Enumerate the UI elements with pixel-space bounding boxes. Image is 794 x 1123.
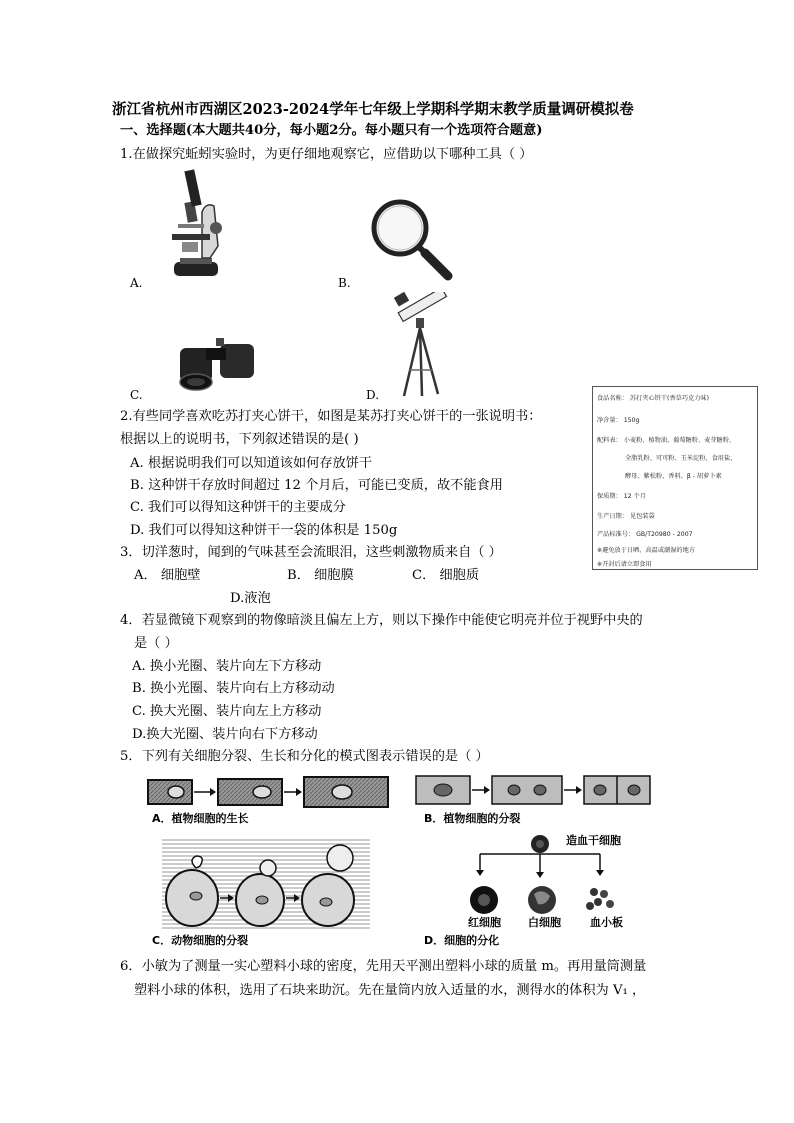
q1-option-d-label: D. [366,388,380,402]
q2-option-a: A. 根据说明我们可以知道该如何存放饼干 [130,456,373,471]
animal-cell-division-diagram [162,838,370,930]
telescope-icon [394,292,448,398]
caption-d: D．细胞的分化 [424,934,500,947]
q6-line-1: 6．小敏为了测量一实心塑料小球的密度，先用天平测出塑料小球的质量 m。再用量筒测量 [120,959,647,974]
label-shelf-life: 保质期： 12 个月 [597,493,646,500]
q2-option-c: C. 我们可以得知这种饼干的主要成分 [130,500,346,515]
q4-option-c: C. 换大光圈、装片向左上方移动 [132,704,322,719]
label-date: 生产日期： 见包装袋 [597,513,655,520]
label-standard: 产品标准号： GB/T20980 - 2007 [597,531,693,538]
magnifying-glass-icon [368,196,454,284]
q6-line-2: 塑料小球的体积，选用了石块来助沉。先在量筒内放入适量的水，测得水的体积为 V₁ ， [134,983,646,998]
label-note-2: ※开封后请立即食用 [597,561,652,568]
q1-option-a-label: A. [130,276,143,290]
q4-stem-2: 是（ ） [134,636,178,651]
label-red-blood-cell: 红细胞 [468,916,501,929]
q3-option-d: D.液泡 [230,591,271,606]
section-heading: 一、选择题(本大题共40分，每小题2分。每小题只有一个选项符合题意) [120,123,543,138]
q1-stem: 1.在做探究蚯蚓实验时，为更仔细地观察它，应借助以下哪种工具（ ） [120,147,533,162]
label-ingredients-2: 全脂乳粉、可可粉、玉米淀粉、食用盐、 [625,455,737,462]
microscope-icon [158,166,232,282]
binoculars-icon [172,334,262,392]
q4-option-b: B. 换小光圈、装片向右上方移动动 [132,681,335,696]
biscuit-label [592,386,758,570]
page-title: 浙江省杭州市西湖区2023-2024学年七年级上学期科学期末教学质量调研模拟卷 [112,101,634,118]
q4-option-a: A. 换小光圈、装片向左下方移动 [132,659,322,674]
label-name: 食品名称： 苏打夹心饼干(香草巧克力味) [597,395,709,402]
label-ingredients-3: 酵母、紫松粉、香料、β - 胡萝卜素 [625,473,722,480]
label-white-blood-cell: 白细胞 [528,916,561,929]
label-net: 净含量： 150g [597,417,640,424]
q2-stem-1: 2.有些同学喜欢吃苏打夹心饼干，如图是某苏打夹心饼干的一张说明书： [120,409,542,424]
plant-cell-growth-diagram [146,774,391,808]
q2-option-d: D. 我们可以得知这种饼干一袋的体积是 150g [130,523,398,538]
q3-option-b: B． 细胞膜 [287,568,354,583]
q4-option-d: D.换大光圈、装片向右下方移动 [132,727,318,742]
label-stem-cell: 造血干细胞 [566,834,621,847]
q5-stem: 5．下列有关细胞分裂、生长和分化的模式图表示错误的是（ ） [120,749,489,764]
q4-stem-1: 4．若显微镜下观察到的物像暗淡且偏左上方，则以下操作中能使它明亮并位于视野中央的 [120,613,643,628]
caption-c: C．动物细胞的分裂 [152,934,249,947]
label-note-1: ※避免放于日晒、高温或潮湿的地方 [597,547,695,554]
plant-cell-division-diagram [414,772,652,806]
q2-option-b: B. 这种饼干存放时间超过 12 个月后，可能已变质，故不能食用 [130,478,503,493]
q3-option-a: A． 细胞壁 [134,568,201,583]
q1-option-b-label: B. [338,276,351,290]
label-platelet: 血小板 [590,916,623,929]
q3-stem: 3．切洋葱时，闻到的气味甚至会流眼泪，这些刺激物质来自（ ） [120,545,502,560]
caption-a: A．植物细胞的生长 [152,812,249,825]
q3-option-c: C． 细胞质 [412,568,480,583]
q2-stem-2: 根据以上的说明书，下列叙述错误的是( ) [120,432,359,447]
caption-b: B．植物细胞的分裂 [424,812,521,825]
label-ingredients-1: 配料表： 小麦粉、植物油、葡萄糖粉、麦芽糖粉、 [597,437,736,444]
q1-option-c-label: C. [130,388,143,402]
